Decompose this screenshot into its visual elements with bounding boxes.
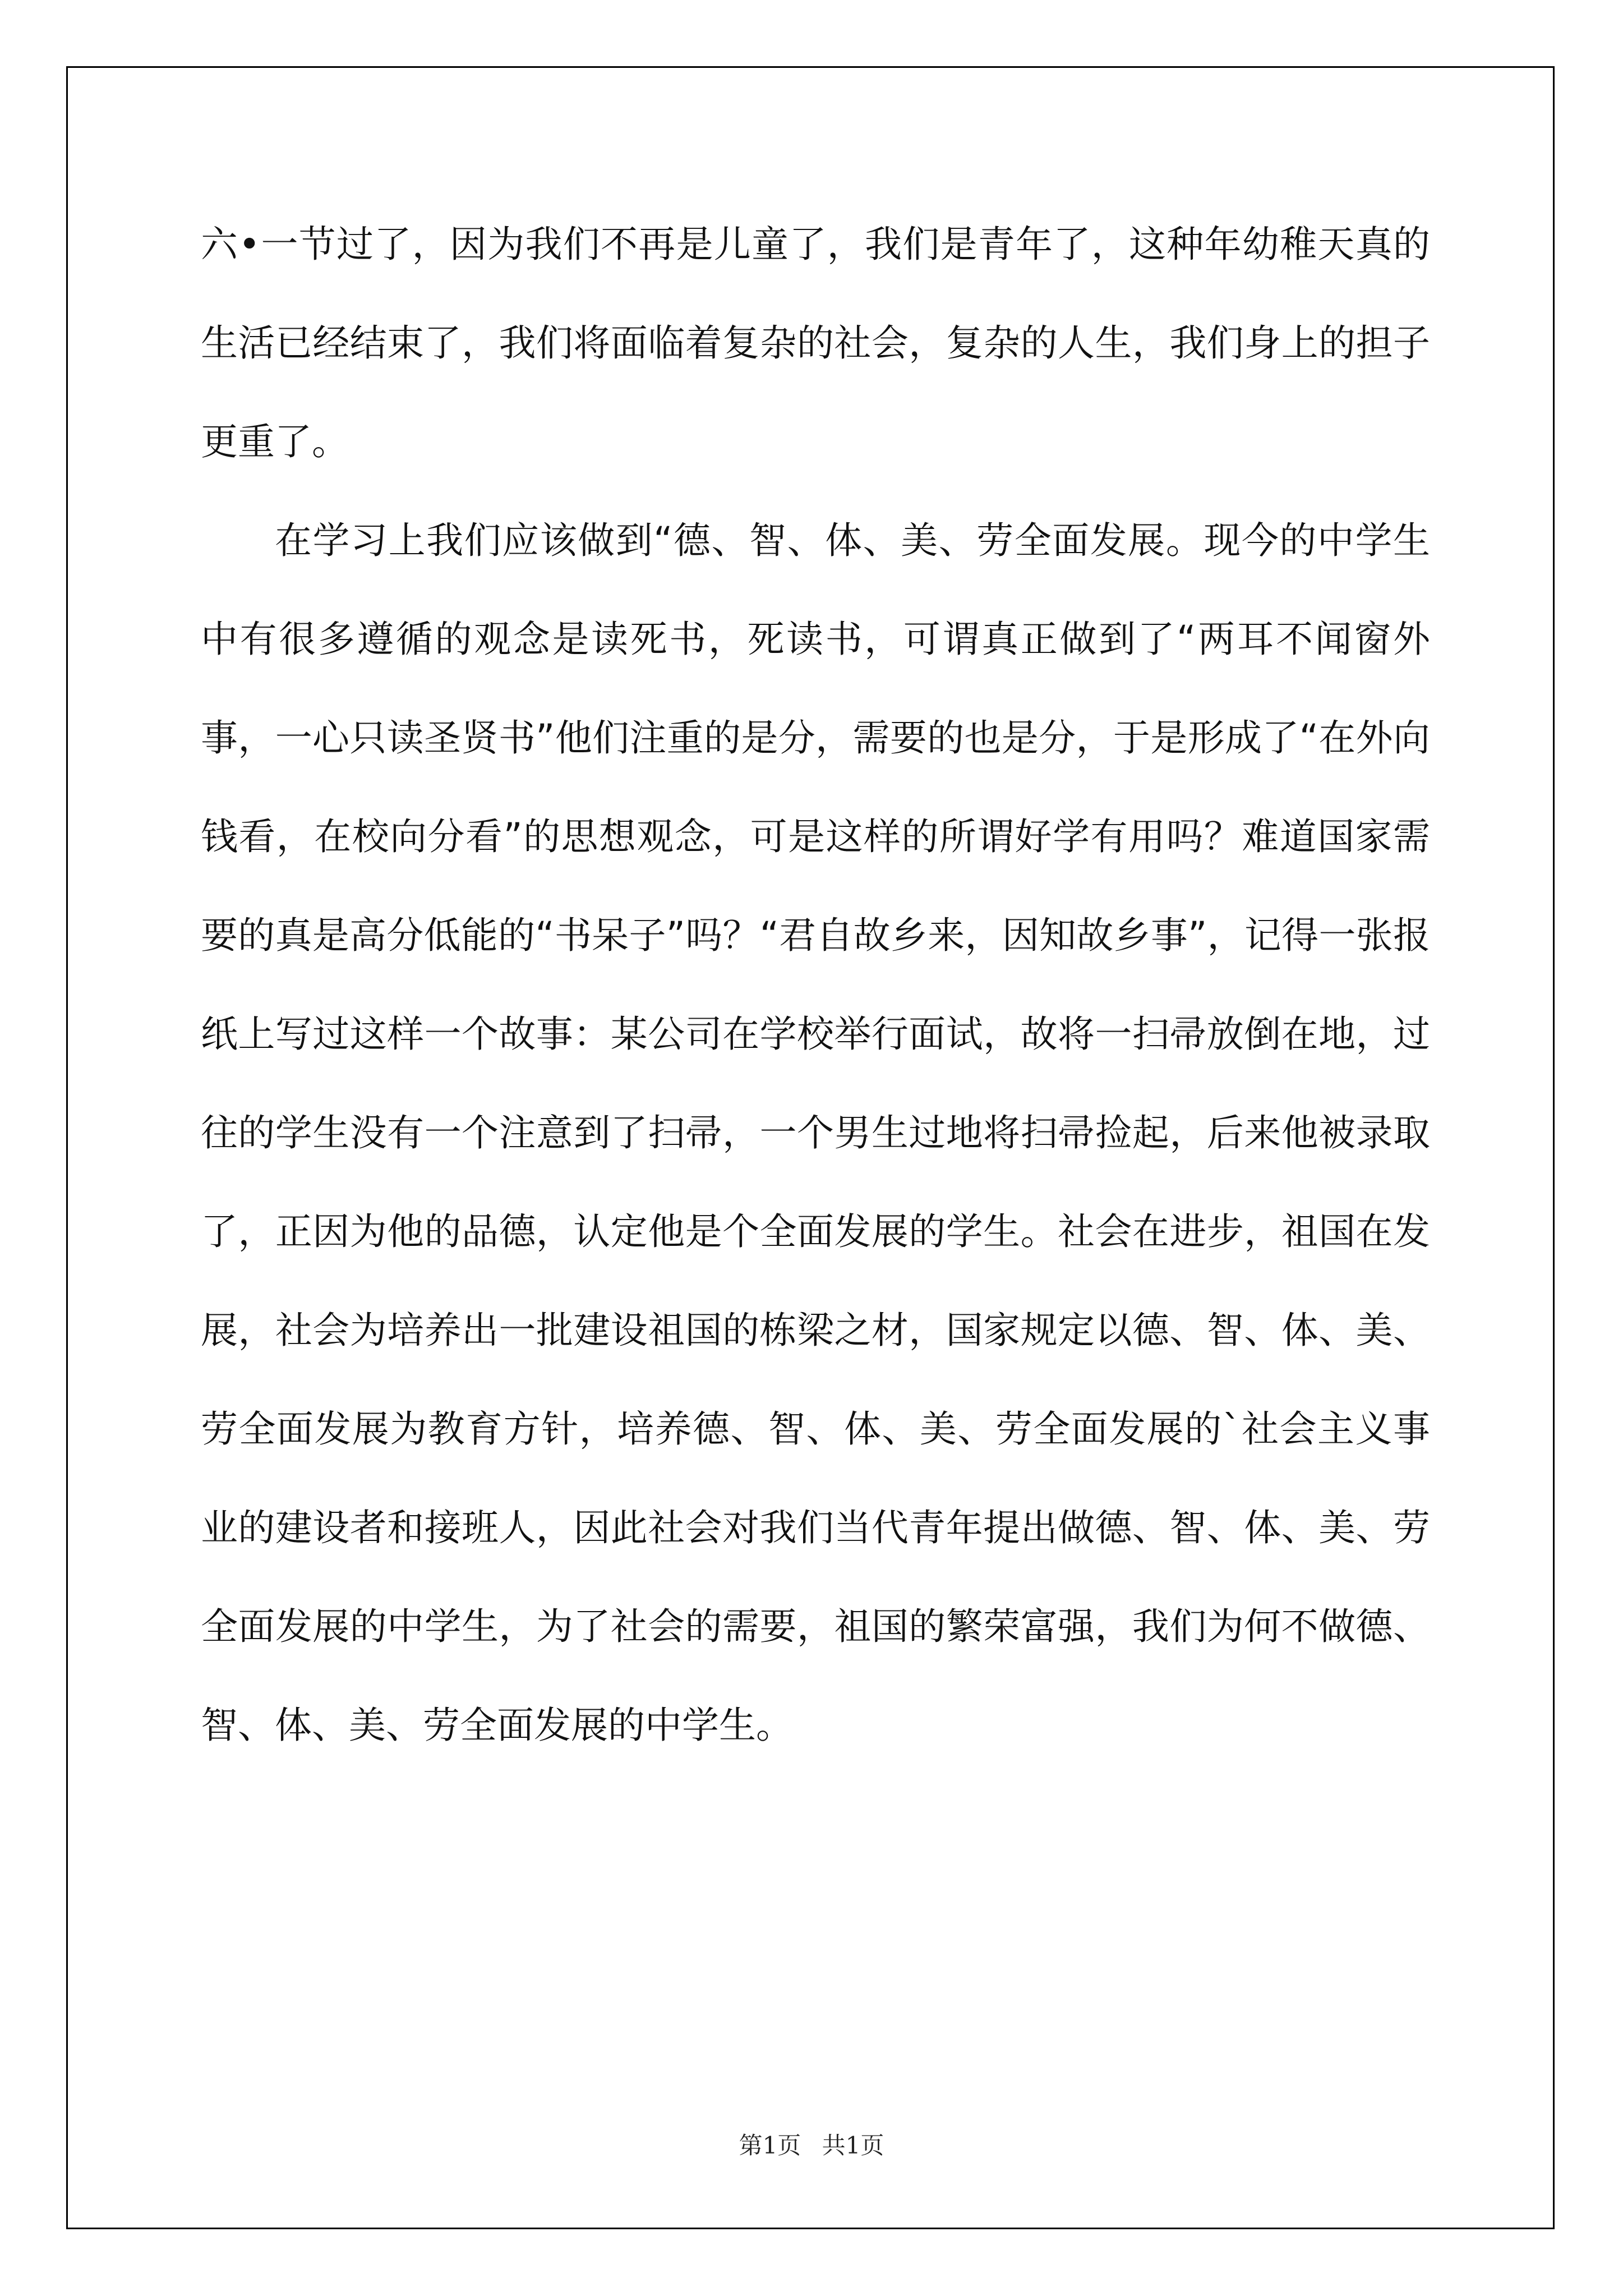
- page-number-total: 共1页: [822, 2132, 884, 2159]
- paragraph-2: 在学习上我们应该做到“德、智、体、美、劳全面发展。现今的中学生中有很多遵循的观念是读死书，死读书，可谓真正做到了“两耳不闻窗外事，一心只读圣贤书”他们注重的是分，需要的也是分，于是形成了“在外向钱看，在校向分看”的思想观念，可是这样的所谓好学有用吗？难道国家需要的真是高分低能的“书呆子”吗？“君自故乡来，因知故乡事”，记得一张报纸上写过这样一个故事：某公司在学校举行面试，故将一扫帚放倒在地，过往的学生没有一个注意到了扫帚，一个男生过地将扫帚捡起，后来他被录取了，正因为他的品德，认定他是个全面发展的学生。社会在进步，祖国在发展，社会为培养出一批建设祖国的栋梁之材，国家规定以德、智、体、美、劳全面发展为教育方针，培养德、智、体、美、劳全面发展的`社会主义事业的建设者和接班人，因此社会对我们当代青年提出做德、智、体、美、劳全面发展的中学生，为了社会的需要，祖国的繁荣富强，我们为何不做德、智、体、美、劳全面发展的中学生。: [201, 519, 1430, 1747]
- page-footer: [0, 2127, 1623, 2161]
- document-body: [201, 195, 1430, 1775]
- page-number-current: 第1页: [739, 2132, 801, 2159]
- paragraph-1: 六•一节过了，因为我们不再是儿童了，我们是青年了，这种年幼稚天真的生活已经结束了，我们将面临着复杂的社会，复杂的人生，我们身上的担子更重了。: [201, 223, 1430, 463]
